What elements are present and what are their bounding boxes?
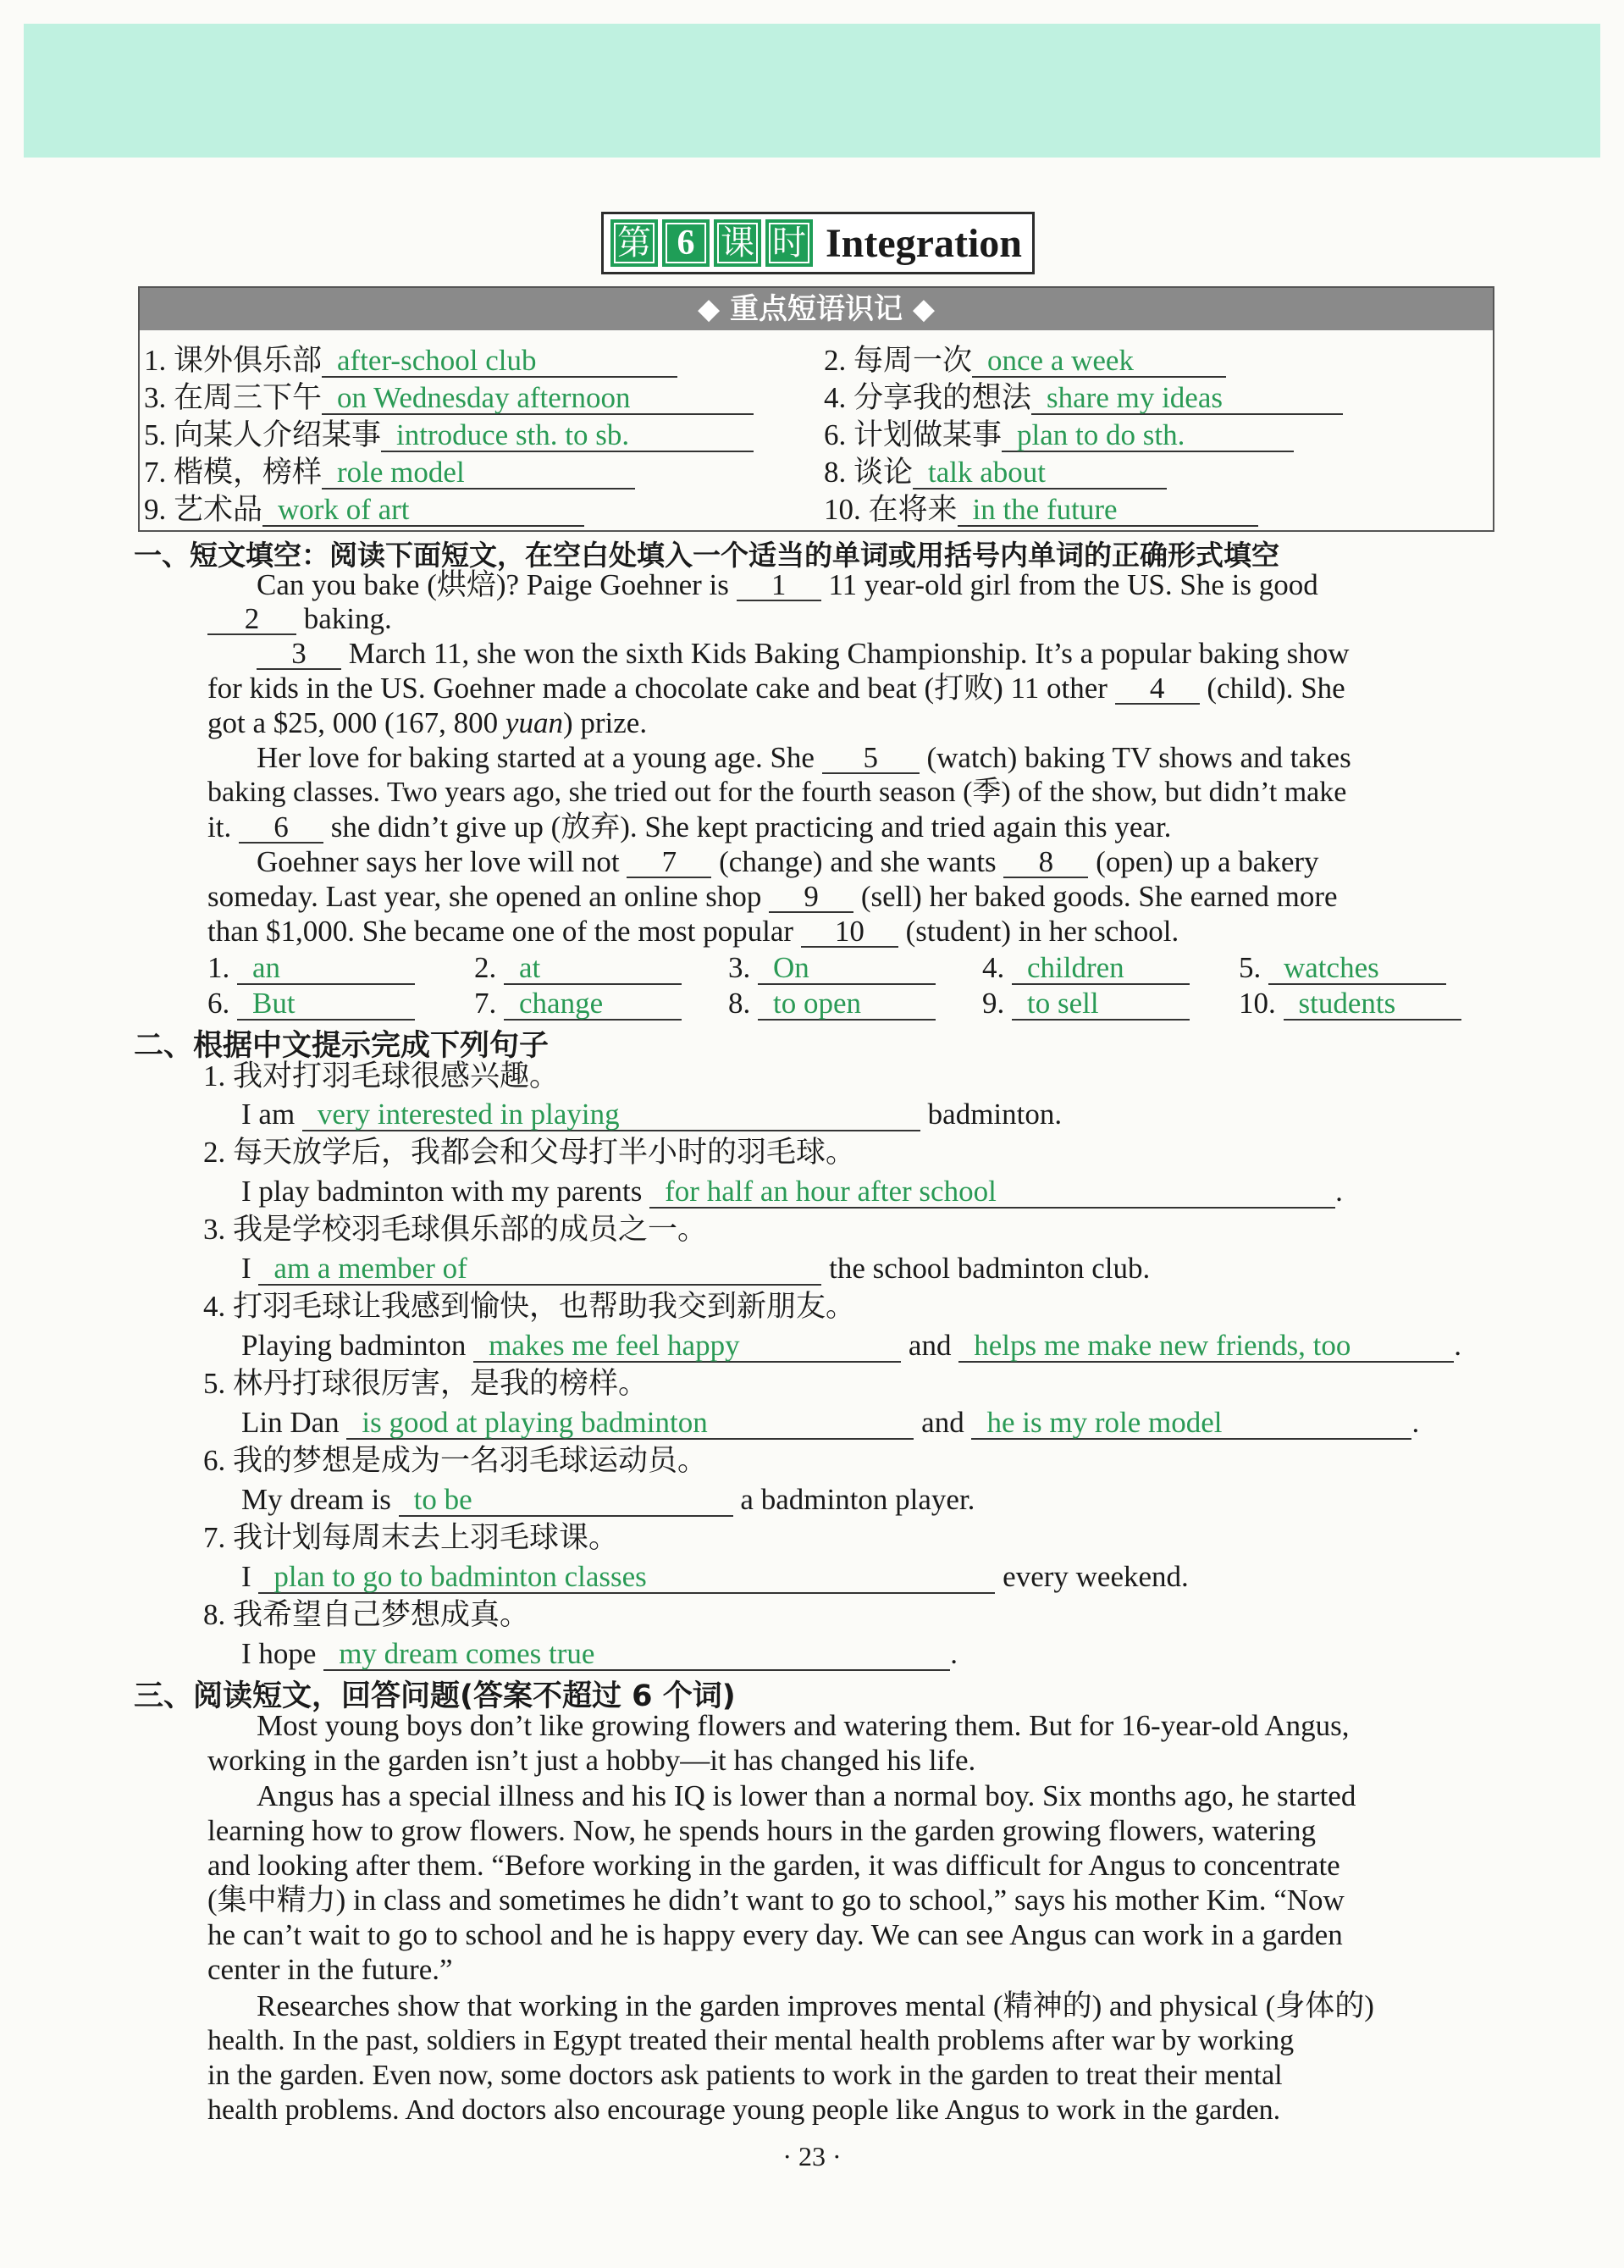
- answer-item: 10. students: [1239, 986, 1461, 1021]
- section-2-heading: 二、根据中文提示完成下列句子: [134, 1029, 550, 1063]
- phrase-item: 6. 计划做某事 plan to do sth.: [824, 412, 1294, 454]
- sentence-prompt: 6. 我的梦想是成为一名羽毛球运动员。: [203, 1444, 708, 1477]
- phrase-item: 1. 课外俱乐部 after-school club: [144, 337, 677, 379]
- phrase-item: 8. 谈论 talk about: [824, 449, 1167, 491]
- phrase-heading: ◆ 重点短语识记 ◆: [140, 288, 1493, 330]
- passage-line: it. 6 she didn’t give up (放弃). She kept practicing and tried again this year.: [207, 810, 1172, 844]
- passage-line: Her love for baking started at a young age. She 5 (watch) baking TV shows and takes: [257, 741, 1351, 774]
- sentence-answer: Lin Dan is good at playing badminton and he is my role model .: [241, 1406, 1420, 1439]
- answer-item: 1. an: [207, 950, 415, 986]
- sentence-prompt: 7. 我计划每周末去上羽毛球课。: [203, 1521, 619, 1554]
- reading-line: and looking after them. “Before working in the garden, it was difficult for Angus to concentrate: [207, 1849, 1340, 1882]
- page-number: · 23 ·: [782, 2141, 842, 2171]
- reading-line: Angus has a special illness and his IQ is lower than a normal boy. Six months ago, he started: [257, 1779, 1356, 1812]
- passage-line: than $1,000. She became one of the most popular 10 (student) in her school.: [207, 915, 1179, 948]
- reading-line: in the garden. Even now, some doctors ask patients to work in the garden to treat their mental: [207, 2060, 1283, 2091]
- phrase-item: 10. 在将来 in the future: [824, 486, 1258, 528]
- answer-item: 7. change: [474, 986, 682, 1021]
- passage-line: 3 March 11, she won the sixth Kids Baking Championship. It’s a popular baking show: [257, 636, 1350, 672]
- reading-line: center in the future.”: [207, 1953, 453, 1986]
- phrase-item: 2. 每周一次 once a week: [824, 337, 1226, 379]
- title-char-1: 第: [610, 219, 658, 267]
- sentence-prompt: 5. 林丹打球很厉害，是我的榜样。: [203, 1367, 649, 1400]
- sentence-prompt: 1. 我对打羽毛球很感兴趣。: [203, 1059, 560, 1093]
- top-banner: [24, 24, 1600, 158]
- sentence-answer: Playing badminton makes me feel happy and helps me make new friends, too .: [241, 1329, 1461, 1362]
- sentence-answer: I play badminton with my parents for half an hour after school .: [241, 1175, 1343, 1208]
- reading-line: learning how to grow flowers. Now, he spends hours in the garden growing flowers, watering: [207, 1814, 1316, 1847]
- reading-line: (集中精力) in class and sometimes he didn’t want to go to school,” says his mother Kim. “Now: [207, 1884, 1345, 1917]
- title-char-2: 6: [662, 219, 710, 267]
- sentence-prompt: 2. 每天放学后，我都会和父母打半小时的羽毛球。: [203, 1136, 856, 1169]
- answer-item: 8. to open: [728, 986, 936, 1021]
- sentence-prompt: 3. 我是学校羽毛球俱乐部的成员之一。: [203, 1213, 708, 1246]
- reading-line: Researches show that working in the garden improves mental (精神的) and physical (身体的): [257, 1989, 1374, 2022]
- phrase-item: 5. 向某人介绍某事 introduce sth. to sb.: [144, 412, 754, 454]
- passage-line: baking classes. Two years ago, she tried out for the fourth season (季) of the show, but didn’t make: [207, 777, 1347, 808]
- section-3-heading: 三、阅读短文，回答问题(答案不超过 6 个词): [134, 1679, 736, 1713]
- title-char-4: 时: [765, 219, 813, 267]
- sentence-prompt: 8. 我希望自己梦想成真。: [203, 1598, 530, 1631]
- reading-line: working in the garden isn’t just a hobby—it has changed his life.: [207, 1744, 976, 1777]
- answer-item: 2. at: [474, 950, 682, 986]
- lesson-title: [601, 212, 1035, 274]
- answer-item: 6. But: [207, 986, 415, 1021]
- sentence-answer: I am a member of the school badminton club.: [241, 1252, 1151, 1285]
- passage-line: got a $25, 000 (167, 800 yuan) prize.: [207, 706, 648, 739]
- answer-item: 5. watches: [1239, 950, 1446, 986]
- answer-item: 4. children: [982, 950, 1190, 986]
- sentence-answer: I am very interested in playing badminton.: [241, 1098, 1063, 1131]
- sentence-answer: My dream is to be a badminton player.: [241, 1483, 975, 1516]
- reading-line: he can’t wait to go to school and he is happy every day. We can see Angus can work in a garden: [207, 1918, 1343, 1951]
- reading-line: Most young boys don’t like growing flowers and watering them. But for 16-year-old Angus,: [257, 1709, 1350, 1742]
- passage-line: 2 baking.: [207, 601, 392, 637]
- passage-line: Goehner says her love will not 7 (change) and she wants 8 (open) up a bakery: [257, 845, 1319, 878]
- passage-line: someday. Last year, she opened an online shop 9 (sell) her baked goods. She earned more: [207, 880, 1338, 913]
- phrase-item: 7. 楷模，榜样 role model: [144, 449, 635, 491]
- answer-item: 3. On: [728, 950, 936, 986]
- sentence-answer: I hope my dream comes true .: [241, 1637, 958, 1670]
- section-1-heading: 一、短文填空：阅读下面短文，在空白处填入一个适当的单词或用括号内单词的正确形式填空: [134, 539, 1279, 572]
- reading-line: health. In the past, soldiers in Egypt treated their mental health problems after war by working: [207, 2025, 1295, 2056]
- passage-line: Can you bake (烘焙)? Paige Goehner is 1 11 year-old girl from the US. She is good: [257, 568, 1318, 601]
- answer-item: 9. to sell: [982, 986, 1190, 1021]
- reading-line: health problems. And doctors also encourage young people like Angus to work in the garden.: [207, 2094, 1281, 2126]
- sentence-answer: I plan to go to badminton classes every weekend.: [241, 1560, 1189, 1593]
- sentence-prompt: 4. 打羽毛球让我感到愉快，也帮助我交到新朋友。: [203, 1290, 856, 1323]
- phrase-item: 4. 分享我的想法 share my ideas: [824, 374, 1343, 417]
- title-char-3: 课: [714, 219, 761, 267]
- title-text: Integration: [826, 220, 1022, 266]
- phrase-item: 9. 艺术品 work of art: [144, 486, 584, 528]
- phrase-item: 3. 在周三下午 on Wednesday afternoon: [144, 374, 754, 417]
- passage-line: for kids in the US. Goehner made a chocolate cake and beat (打败) 11 other 4 (child). She: [207, 672, 1345, 705]
